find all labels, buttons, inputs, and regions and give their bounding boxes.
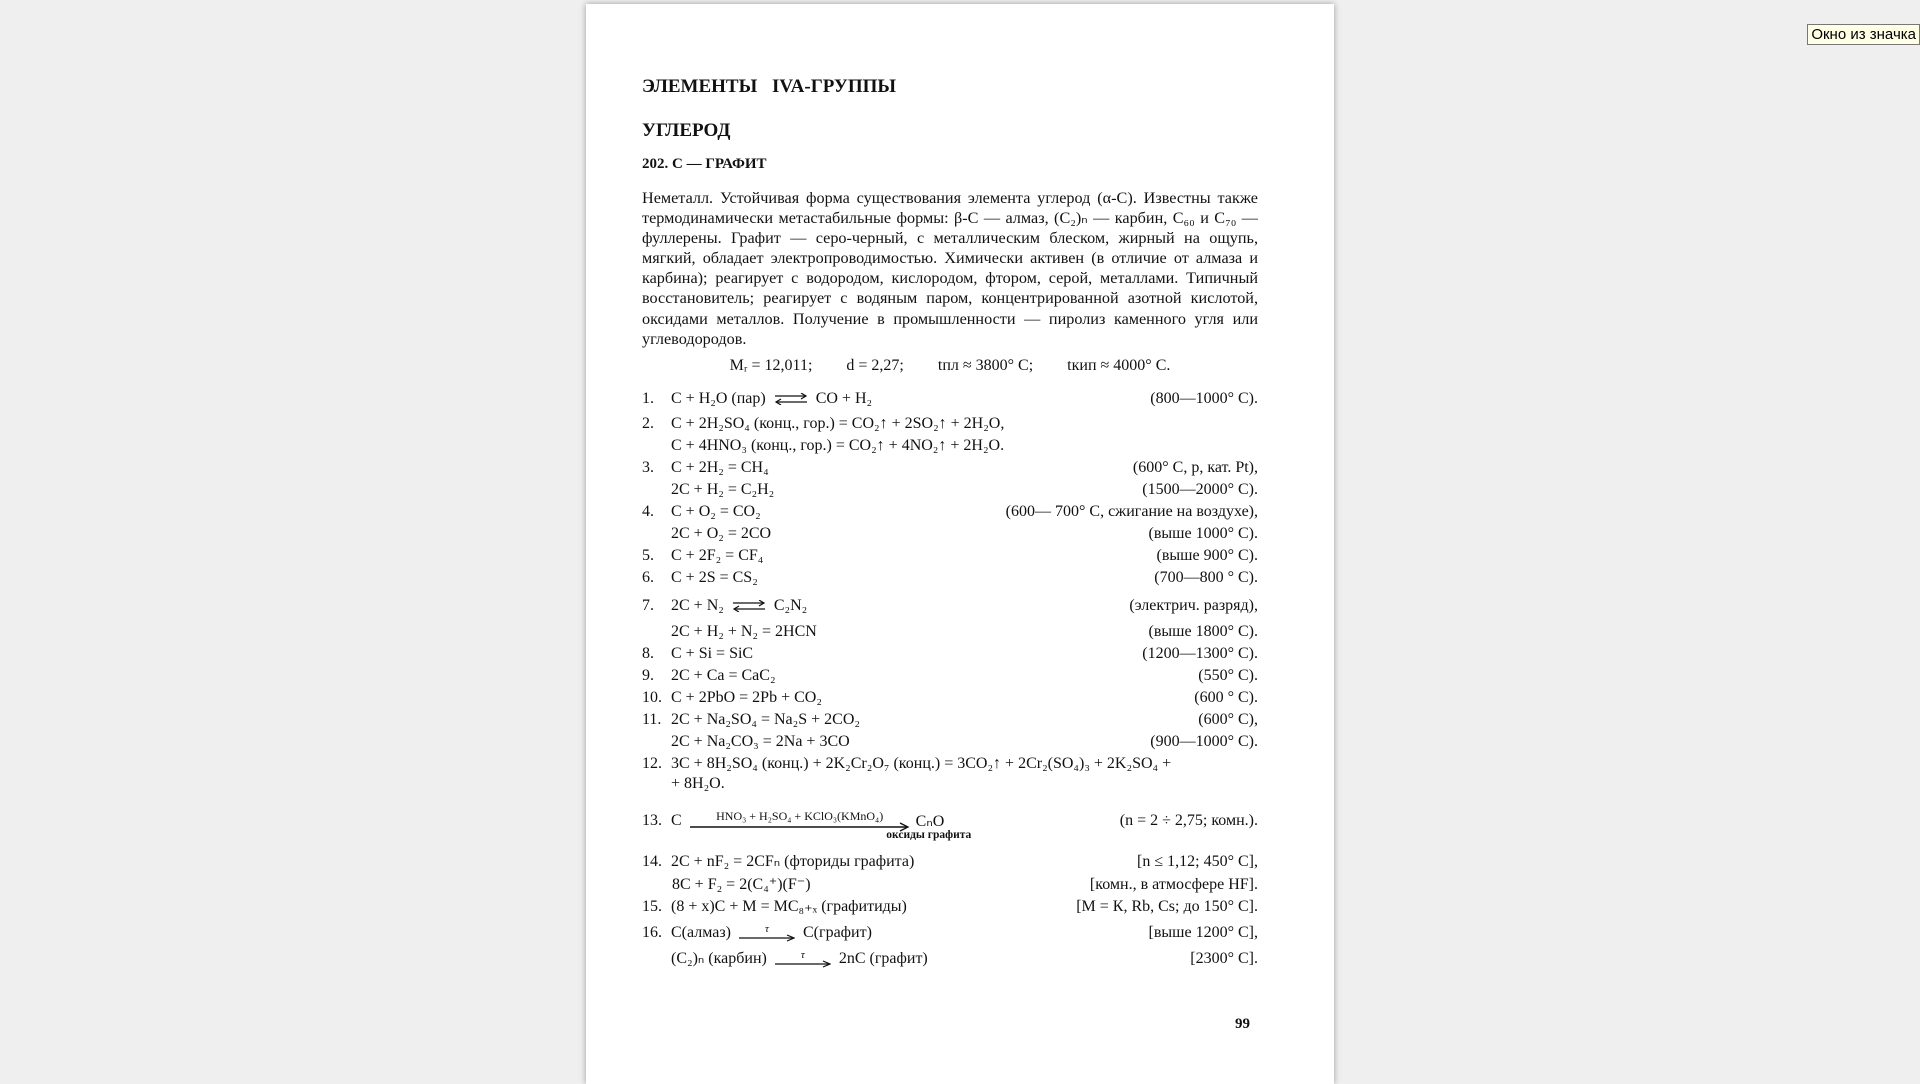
reactant: С [671, 811, 682, 829]
reaction-equation: 2С + nF₂ = 2CFₙ (фториды графита) [671, 852, 915, 870]
description-paragraph: Неметалл. Устойчивая форма существования элемента углерод (α-С). Известны также термодинамически метастабильные формы: β-С — алмаз, (С₂)ₙ — карбин, С₆₀ и С₇₀ — фуллерены. Графит — серо-черный, с металлическим блеском, жирный на ощупь, мягкий, обладает электропроводимостью. Химически активен (в отличие от алмаза и карбина); реагирует с водородом, кислородом, фтором, серой, металлами. Типичный восстановитель; реагирует с водяным паром, концентрированной азотной кислотой, оксидами металлов. Получение в промышленности — пиролиз каменного угля или углеводородов. [642, 189, 1258, 348]
product: С(графит) [803, 923, 872, 941]
reaction-row [642, 409, 1258, 436]
reaction-row [642, 480, 1258, 500]
element-heading: УГЛЕРОД [642, 120, 731, 141]
reaction-row [642, 688, 1258, 708]
reaction-equation: С + 2S = CS₂ [671, 568, 758, 586]
reaction-equation: С + 2H₂SO₄ (конц., гор.) = СО₂↑ + 2SO₂↑ + 2Н₂О, [671, 414, 1005, 432]
reaction-conditions: [2300° С]. [1190, 949, 1258, 967]
reaction-number: 5. [642, 546, 654, 564]
reaction-row-13 [642, 798, 1258, 844]
reaction-row [642, 524, 1258, 544]
reaction-equation: 2С + Н₂ = С₂Н₂ [671, 480, 775, 498]
reaction-number: 9. [642, 666, 654, 684]
reaction-equation [671, 801, 1120, 841]
reaction-equation [671, 923, 1149, 943]
reaction-conditions: [M = К, Rb, Cs; до 150° С]. [1076, 897, 1258, 915]
reaction-equation: 2С + Na₂SO₄ = Na₂S + 2СО₂ [671, 710, 860, 728]
reaction-conditions: [n ≤ 1,12; 450° С], [1137, 852, 1258, 870]
reactants: 2С + N₂ [671, 596, 724, 614]
reaction-row [642, 568, 1258, 588]
reaction-row [642, 875, 1258, 895]
arrow-reagents: HNO₃ + H₂SO₄ + KClO₃(KMnO₄) [716, 809, 884, 824]
reaction-conditions: (600— 700° С, сжигание на воздухе), [1005, 502, 1258, 520]
reaction-row [642, 852, 1258, 872]
reaction-equation [671, 949, 1190, 969]
reaction-row [642, 458, 1258, 478]
reaction-row [642, 588, 1258, 622]
reaction-number: 7. [642, 596, 654, 614]
reaction-equation [671, 596, 1129, 616]
reaction-row [642, 546, 1258, 566]
reaction-number: 16. [642, 923, 662, 941]
reaction-equation [671, 389, 1150, 409]
equilibrium-arrow-icon [773, 393, 809, 405]
reaction-row [642, 666, 1258, 686]
reaction-conditions: (электрич. разряд), [1129, 596, 1258, 614]
reaction-equation: С + 2PbO = 2Pb + CO₂ [671, 688, 822, 706]
reaction-equation: 2С + Na₂CO₃ = 2Na + 3СО [671, 732, 850, 750]
melting-point: tпл ≈ 3800° С; [937, 356, 1034, 374]
reaction-conditions: (выше 1000° С). [1148, 524, 1258, 542]
reactant: С(алмаз) [671, 923, 731, 941]
reaction-equation: (8 + x)С + М = МС₈₊ₓ (графитиды) [671, 897, 907, 915]
product-label: оксиды графита [886, 828, 972, 841]
reaction-conditions: (1500—2000° С). [1142, 480, 1258, 498]
reaction-number: 1. [642, 389, 654, 407]
reaction-number: 10. [642, 688, 662, 706]
equilibrium-arrow-icon [731, 600, 767, 612]
compound-heading: 202. С — ГРАФИТ [642, 156, 767, 172]
right-arrow-icon [739, 934, 795, 942]
reaction-equation: С + 4HNO₃ (конц., гор.) = СО₂↑ + 4NO₂↑ + 2Н₂О. [671, 436, 1005, 454]
reaction-number: 8. [642, 644, 654, 662]
reaction-row [642, 923, 1258, 943]
reaction-conditions: (550° С). [1198, 666, 1258, 684]
reaction-conditions: (800—1000° С). [1150, 389, 1258, 407]
reaction-number: 2. [642, 414, 654, 432]
reactant: (С₂)ₙ (карбин) [671, 949, 767, 967]
reaction-conditions: (выше 900° С). [1156, 546, 1258, 564]
molar-mass: Mᵣ = 12,011; [729, 356, 813, 374]
heat-symbol: τ [800, 948, 805, 961]
reactants: С + Н₂О (пар) [671, 389, 766, 407]
reaction-arrow [690, 809, 910, 832]
product: 2nС (графит) [838, 949, 928, 967]
reaction-conditions: (700—800 ° С). [1154, 568, 1258, 586]
reaction-equation: 2С + Са = СаС₂ [671, 666, 776, 684]
reaction-row [642, 644, 1258, 664]
page-content [642, 76, 1258, 969]
reaction-row [642, 949, 1258, 969]
reaction-number: 14. [642, 852, 662, 870]
reaction-row [642, 389, 1258, 409]
right-arrow-icon [775, 960, 831, 968]
reaction-number: 11. [642, 710, 662, 728]
reaction-row [642, 732, 1258, 752]
boiling-point: tкип ≈ 4000° С. [1067, 356, 1171, 374]
reaction-equation: 3С + 8H₂SO₄ (конц.) + 2K₂Cr₂O₇ (конц.) = 3СО₂↑ + 2Cr₂(SO₄)₃ + 2K₂SO₄ + [671, 754, 1172, 772]
reaction-row [642, 436, 1258, 456]
products: C₂N₂ [773, 596, 808, 614]
reaction-equation: С + О₂ = СО₂ [671, 502, 761, 520]
reaction-number: 12. [642, 754, 662, 772]
reaction-conditions: (n = 2 ÷ 2,75; комн.). [1119, 811, 1258, 829]
heat-arrow [739, 922, 795, 942]
reaction-number: 6. [642, 568, 654, 586]
properties-line [642, 357, 1258, 375]
reaction-row [642, 897, 1258, 917]
document-page [586, 4, 1334, 1084]
reaction-row [642, 754, 1258, 774]
heat-arrow [775, 948, 831, 968]
reaction-equation: 8С + F₂ = 2(C₄⁺)(F⁻) [672, 875, 811, 893]
page-number: 99 [1235, 1016, 1250, 1032]
reaction-number: 4. [642, 502, 654, 520]
reaction-equation: 2С + Н₂ + N₂ = 2HCN [671, 622, 817, 640]
heat-symbol: τ [765, 922, 769, 935]
reaction-number: 15. [642, 897, 662, 915]
section-heading: ЭЛЕМЕНТЫ IVA-ГРУППЫ [642, 76, 897, 97]
reaction-conditions: (600° С), [1198, 710, 1258, 728]
reaction-conditions: (выше 1800° С). [1148, 622, 1258, 640]
reaction-equation: + 8Н₂О. [671, 774, 725, 792]
reaction-conditions: [комн., в атмосфере HF]. [1089, 875, 1258, 893]
reaction-equation: С + 2Н₂ = СН₄ [671, 458, 769, 476]
reaction-conditions: (600 ° С). [1194, 688, 1258, 706]
reaction-row [642, 710, 1258, 730]
reaction-number: 3. [642, 458, 654, 476]
products: СО + Н₂ [815, 389, 873, 407]
reaction-equation: С + Si = SiC [671, 644, 754, 662]
reaction-row [642, 502, 1258, 522]
product: CₙO [915, 812, 945, 830]
density: d = 2,27; [846, 356, 904, 374]
reaction-equation: С + 2F₂ = CF₄ [671, 546, 764, 564]
reaction-conditions: (900—1000° С). [1150, 732, 1258, 750]
reaction-row [642, 774, 1258, 794]
right-arrow-icon [690, 822, 910, 832]
reaction-conditions: (1200—1300° С). [1142, 644, 1258, 662]
reaction-conditions: (600° С, p, кат. Pt), [1132, 458, 1258, 476]
reaction-equation: 2С + О₂ = 2СО [671, 524, 772, 542]
tooltip: Окно из значка [1807, 24, 1920, 45]
reaction-number: 13. [642, 811, 662, 829]
reaction-conditions: [выше 1200° С], [1148, 923, 1258, 941]
reaction-row [642, 622, 1258, 642]
